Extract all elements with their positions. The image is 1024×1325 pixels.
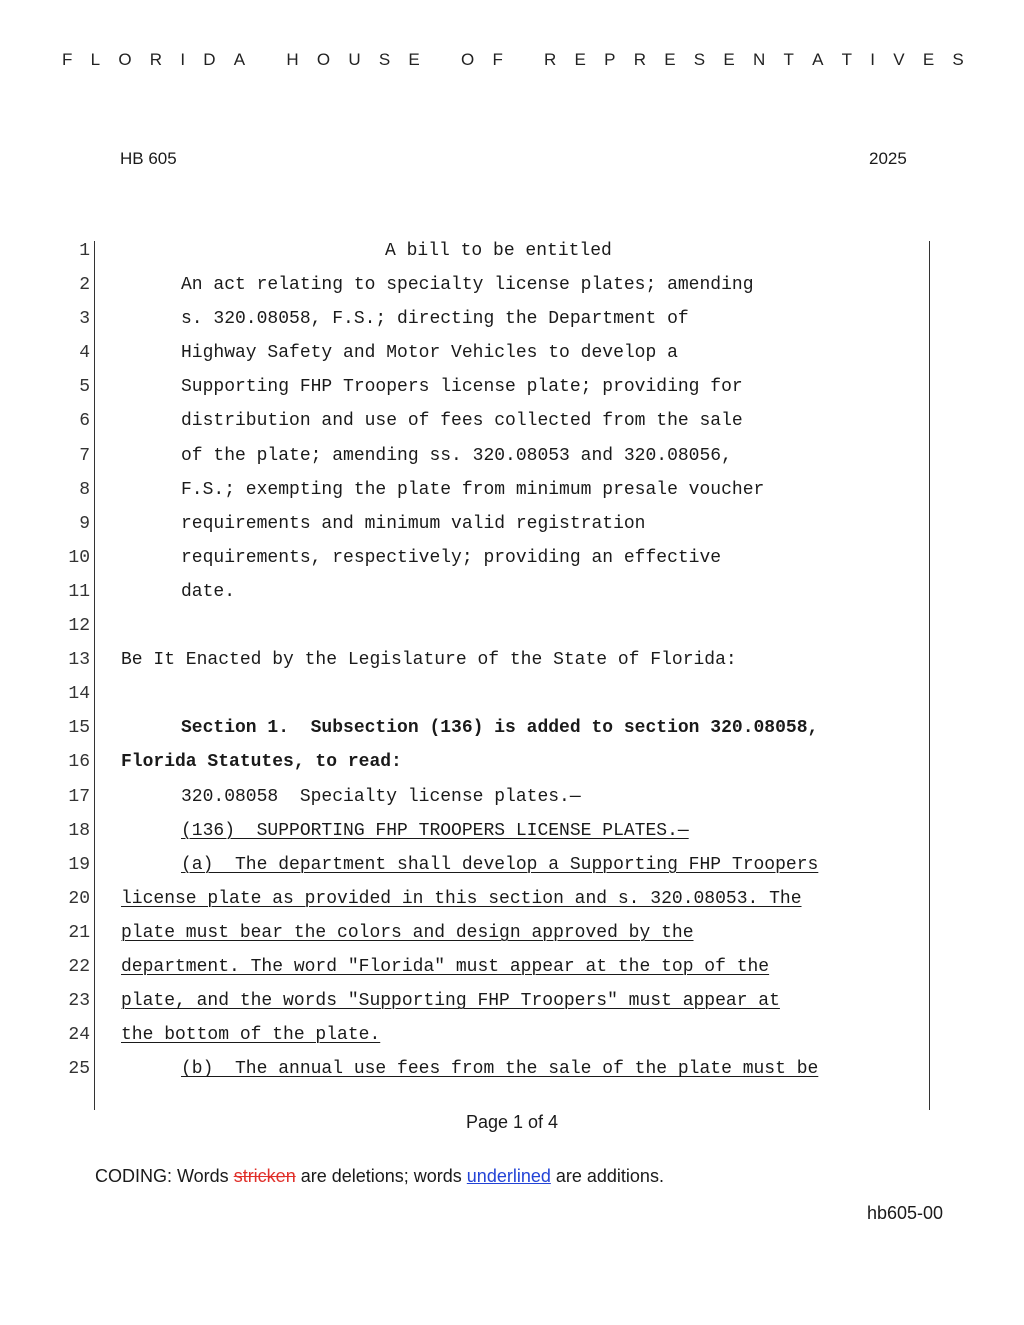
bill-number: HB 605 [120, 149, 177, 168]
line-number: 13 [68, 650, 90, 671]
coding-underlined-sample: underlined [466, 1166, 551, 1186]
line-text: (b) The annual use fees from the sale of the plate must be [181, 1059, 819, 1080]
title-letter: O [118, 50, 132, 69]
bill-line [0, 542, 1024, 576]
line-number: 2 [79, 275, 90, 296]
line-text: Highway Safety and Motor Vehicles to develop a [181, 343, 678, 364]
bill-text [0, 235, 1024, 1087]
line-text: license plate as provided in this section and s. 320.08053. The [121, 888, 802, 909]
line-number: 20 [68, 888, 90, 909]
bill-line [0, 1019, 1024, 1053]
line-text: (136) SUPPORTING FHP TROOPERS LICENSE PLATES.— [181, 820, 689, 841]
line-text: 320.08058 Specialty license plates.— [181, 786, 581, 807]
bill-line [0, 269, 1024, 303]
bill-line [0, 781, 1024, 815]
bill-line [0, 746, 1024, 780]
line-number: 9 [79, 513, 90, 534]
line-text: department. The word "Florida" must appear at the top of the [121, 956, 770, 977]
bill-line [0, 712, 1024, 746]
line-number: 6 [79, 411, 90, 432]
line-number: 1 [79, 241, 90, 261]
bill-line [0, 337, 1024, 371]
title-letter: F [62, 50, 73, 69]
title-letter: E [408, 50, 420, 69]
bill-line [0, 917, 1024, 951]
title-letter: N [752, 50, 766, 69]
title-letter: I [180, 50, 186, 69]
line-number: 11 [68, 581, 90, 602]
title-letter [438, 50, 443, 70]
title-letter: L [90, 50, 101, 69]
line-number: 15 [68, 718, 90, 739]
line-number: 16 [68, 752, 90, 773]
line-text: requirements, respectively; providing an effective [181, 547, 722, 568]
line-text: Section 1. Subsection (136) is added to section 320.08058, [181, 718, 819, 739]
coding-suffix: are additions. [550, 1166, 664, 1186]
bill-line [0, 883, 1024, 917]
line-number: 22 [68, 956, 90, 977]
line-number: 17 [68, 786, 90, 807]
line-text: the bottom of the plate. [121, 1025, 381, 1046]
title-letter: I [870, 50, 876, 69]
line-number: 21 [68, 922, 90, 943]
title-letter: T [841, 50, 853, 69]
bill-line [0, 849, 1024, 883]
line-number: 25 [68, 1059, 90, 1080]
line-number: 12 [68, 616, 90, 637]
line-text: plate must bear the colors and design approved by the [121, 922, 694, 943]
title-letter: D [203, 50, 216, 69]
line-number: 10 [68, 547, 90, 568]
bill-line [0, 610, 1024, 644]
line-text: An act relating to specialty license plates; amending [181, 275, 754, 296]
line-text: F.S.; exempting the plate from minimum presale voucher [181, 479, 765, 500]
title-letter: F [492, 50, 503, 69]
line-text: date. [181, 581, 236, 602]
page-number: Page 1 of 4 [465, 1112, 559, 1132]
title-letter: A [812, 50, 824, 69]
bill-line [0, 508, 1024, 542]
bill-line [0, 678, 1024, 712]
title-letter: R [633, 50, 646, 69]
bill-line [0, 474, 1024, 508]
bill-line [0, 815, 1024, 849]
chamber-title [62, 50, 964, 70]
line-number: 14 [68, 684, 90, 705]
title-letter [263, 50, 268, 70]
bill-line [0, 405, 1024, 439]
title-letter [521, 50, 526, 70]
bill-line [0, 951, 1024, 985]
title-letter: S [952, 50, 964, 69]
line-number: 3 [79, 309, 90, 330]
line-text: distribution and use of fees collected from the sale [181, 411, 743, 432]
title-letter: E [664, 50, 676, 69]
line-text: of the plate; amending ss. 320.08053 and 320.08056, [181, 445, 732, 466]
document-id: hb605-00 [867, 1203, 944, 1223]
bill-line [0, 985, 1024, 1019]
title-letter: S [378, 50, 391, 69]
bill-line [0, 1053, 1024, 1087]
title-letter: U [348, 50, 361, 69]
line-text: Be It Enacted by the Legislature of the State of Florida: [121, 650, 737, 671]
title-letter: H [286, 50, 299, 69]
line-text: plate, and the words "Supporting FHP Troopers" must appear at [121, 991, 780, 1012]
line-text: (a) The department shall develop a Supporting FHP Troopers [181, 854, 819, 875]
line-number: 7 [79, 445, 90, 466]
bill-line [0, 440, 1024, 474]
title-letter: R [149, 50, 163, 69]
title-letter: O [316, 50, 331, 69]
line-number: 24 [68, 1025, 90, 1046]
line-number: 4 [79, 343, 90, 364]
title-letter: R [544, 50, 557, 69]
title-letter: S [693, 50, 706, 69]
title-letter: P [604, 50, 616, 69]
title-letter: O [460, 50, 475, 69]
coding-prefix: CODING: Words [95, 1166, 234, 1186]
line-text: Florida Statutes, to read: [121, 752, 402, 773]
coding-middle: are deletions; words [295, 1166, 467, 1186]
title-letter: V [893, 50, 905, 69]
bill-line [0, 371, 1024, 405]
title-letter: E [574, 50, 586, 69]
title-letter: E [723, 50, 735, 69]
bill-line [0, 644, 1024, 678]
bill-year: 2025 [869, 149, 907, 168]
line-text: A bill to be entitled [385, 241, 612, 261]
bill-line [0, 576, 1024, 610]
line-number: 18 [68, 820, 90, 841]
line-number: 23 [68, 991, 90, 1012]
line-text: requirements and minimum valid registration [181, 513, 646, 534]
line-number: 5 [79, 377, 90, 398]
title-letter: A [233, 50, 246, 69]
line-text: s. 320.08058, F.S.; directing the Department of [181, 309, 689, 330]
line-text: Supporting FHP Troopers license plate; providing for [181, 377, 743, 398]
title-letter: E [922, 50, 935, 69]
coding-stricken-sample: stricken [233, 1166, 296, 1186]
title-letter: T [783, 50, 794, 69]
coding-legend [95, 1166, 664, 1187]
bill-line [0, 303, 1024, 337]
bill-line [0, 235, 1024, 269]
line-number: 19 [68, 854, 90, 875]
line-number: 8 [79, 479, 90, 500]
